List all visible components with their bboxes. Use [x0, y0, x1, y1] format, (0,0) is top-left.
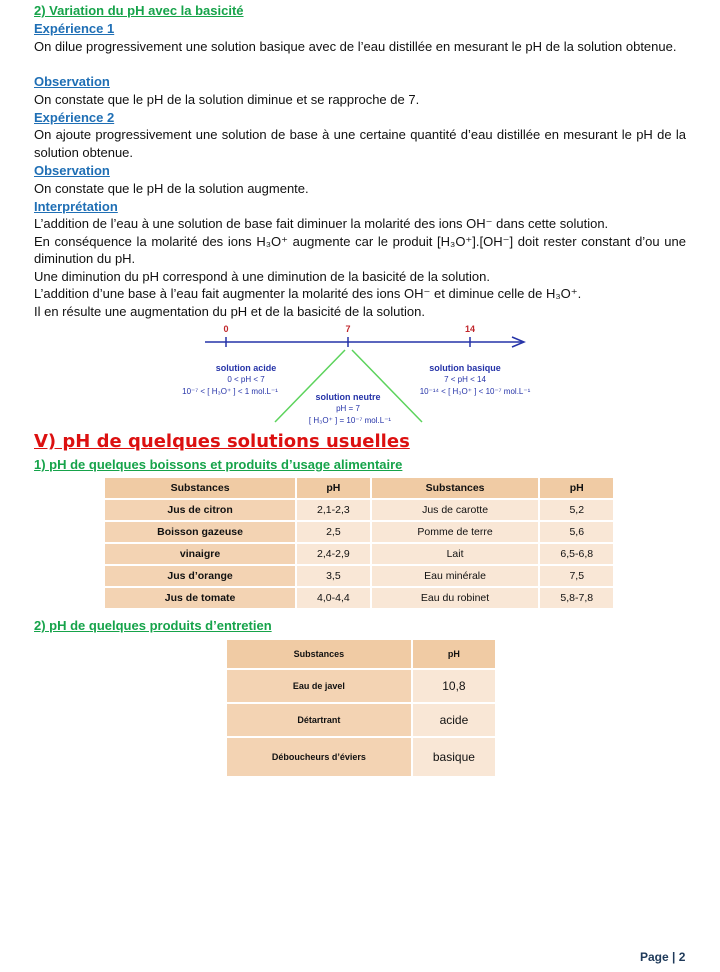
neutral-title: solution neutre — [315, 392, 381, 402]
ph-cell: acide — [413, 704, 495, 736]
page-number: Page | 2 — [640, 950, 686, 964]
header-cell: pH — [413, 640, 495, 668]
header-cell: Substances — [105, 478, 295, 498]
substance-cell: Lait — [372, 544, 539, 564]
table-row — [227, 670, 495, 702]
ph-cell: 5,8-7,8 — [540, 588, 613, 608]
header-cell: Substances — [227, 640, 411, 668]
acid-title: solution acide — [215, 363, 277, 373]
substance-cell: Jus d’orange — [105, 566, 295, 586]
ph-cell: 4,0-4,4 — [297, 588, 369, 608]
ph-cell: basique — [413, 738, 495, 776]
table-row — [105, 588, 613, 608]
table-row — [227, 704, 495, 736]
neutral-conc: [ H₃O⁺ ] = 10⁻⁷ mol.L⁻¹ — [308, 416, 392, 425]
ph-cell: 6,5-6,8 — [540, 544, 613, 564]
subsection-2-title: 2) pH de quelques produits d’entretien — [34, 618, 272, 633]
section-title: 2) Variation du pH avec la basicité — [34, 3, 244, 18]
observation-1-heading: Observation — [34, 74, 110, 89]
substance-cell: vinaigre — [105, 544, 295, 564]
tick-label: 14 — [464, 324, 476, 334]
header-cell: pH — [297, 478, 369, 498]
section-v-title: V) pH de quelques solutions usuelles — [34, 431, 410, 452]
interpretation-heading: Interprétation — [34, 199, 118, 214]
interpretation-line: Une diminution du pH correspond à une diminution de la basicité de la solution. — [34, 268, 491, 284]
substance-cell: Jus de citron — [105, 500, 295, 520]
ph-cell: 5,2 — [540, 500, 613, 520]
basic-title: solution basique — [429, 363, 501, 373]
observation-2-text: On constate que le pH de la solution augmente. — [34, 181, 309, 196]
header-cell: pH — [540, 478, 613, 498]
basic-conc: 10⁻¹⁴ < [ H₃O⁺ ] < 10⁻⁷ mol.L⁻¹ — [419, 387, 531, 396]
ph-cell: 7,5 — [540, 566, 613, 586]
table-header-row — [105, 478, 613, 498]
substance-cell: Jus de tomate — [105, 588, 295, 608]
observation-2-heading: Observation — [34, 163, 110, 178]
substance-cell: Jus de carotte — [372, 500, 539, 520]
ph-cell: 5,6 — [540, 522, 613, 542]
substance-cell: Pomme de terre — [372, 522, 539, 542]
table-row — [227, 738, 495, 776]
header-cell: Substances — [372, 478, 539, 498]
acid-conc: 10⁻⁷ < [ H₃O⁺ ] < 1 mol.L⁻¹ — [182, 387, 278, 396]
neutral-ph: pH = 7 — [336, 404, 360, 413]
interpretation-line: L’addition de l’eau à une solution de base fait diminuer la molarité des ions OH⁻ dans cette solution. — [34, 216, 609, 231]
ph-scale-diagram — [160, 320, 560, 432]
basic-ph: 7 < pH < 14 — [444, 375, 486, 384]
interpretation-line: Il en résulte une augmentation du pH et de la basicité de la solution. — [34, 303, 425, 319]
experience-1-heading: Expérience 1 — [34, 21, 115, 36]
observation-1-text: On constate que le pH de la solution diminue et se rapproche de 7. — [34, 92, 420, 107]
tick-label: 7 — [345, 324, 351, 334]
ph-cell: 10,8 — [413, 670, 495, 702]
substance-cell: Boisson gazeuse — [105, 522, 295, 542]
table-header-row — [227, 640, 495, 668]
table-row — [105, 566, 613, 586]
subsection-1-title: 1) pH de quelques boissons et produits d’usage alimentaire — [34, 457, 403, 472]
experience-1-text: On dilue progressivement une solution basique avec de l’eau distillée en mesurant le pH de la solution obtenue. — [34, 39, 677, 54]
table-row — [105, 500, 613, 520]
substance-cell: Eau minérale — [372, 566, 539, 586]
table-row — [105, 544, 613, 564]
tick-label: 0 — [223, 324, 229, 334]
ph-cell: 2,1-2,3 — [297, 500, 369, 520]
interpretation-line: En conséquence la molarité des ions H₃O⁺ augmente car le produit [H₃O⁺].[OH⁻] doit rester constant d’ou une diminution du pH. — [34, 233, 686, 267]
interpretation-line: L’addition d’une base à l’eau fait augmenter la molarité des ions OH⁻ et diminue celle de H₃O⁺. — [34, 286, 582, 302]
acid-ph: 0 < pH < 7 — [227, 375, 265, 384]
ph-cell: 2,4-2,9 — [297, 544, 369, 564]
substance-cell: Déboucheurs d’éviers — [227, 738, 411, 776]
table-row — [105, 522, 613, 542]
substance-cell: Eau du robinet — [372, 588, 539, 608]
experience-2-text: On ajoute progressivement une solution de base à une certaine quantité d’eau distillée en mesurant le pH de la solution obtenue. — [34, 127, 686, 160]
food-ph-table — [103, 476, 615, 610]
ph-cell: 3,5 — [297, 566, 369, 586]
cleaning-products-ph-table — [225, 638, 497, 778]
substance-cell: Détartrant — [227, 704, 411, 736]
experience-2-heading: Expérience 2 — [34, 110, 115, 125]
interpretation-text — [34, 215, 686, 321]
ph-cell: 2,5 — [297, 522, 369, 542]
substance-cell: Eau de javel — [227, 670, 411, 702]
